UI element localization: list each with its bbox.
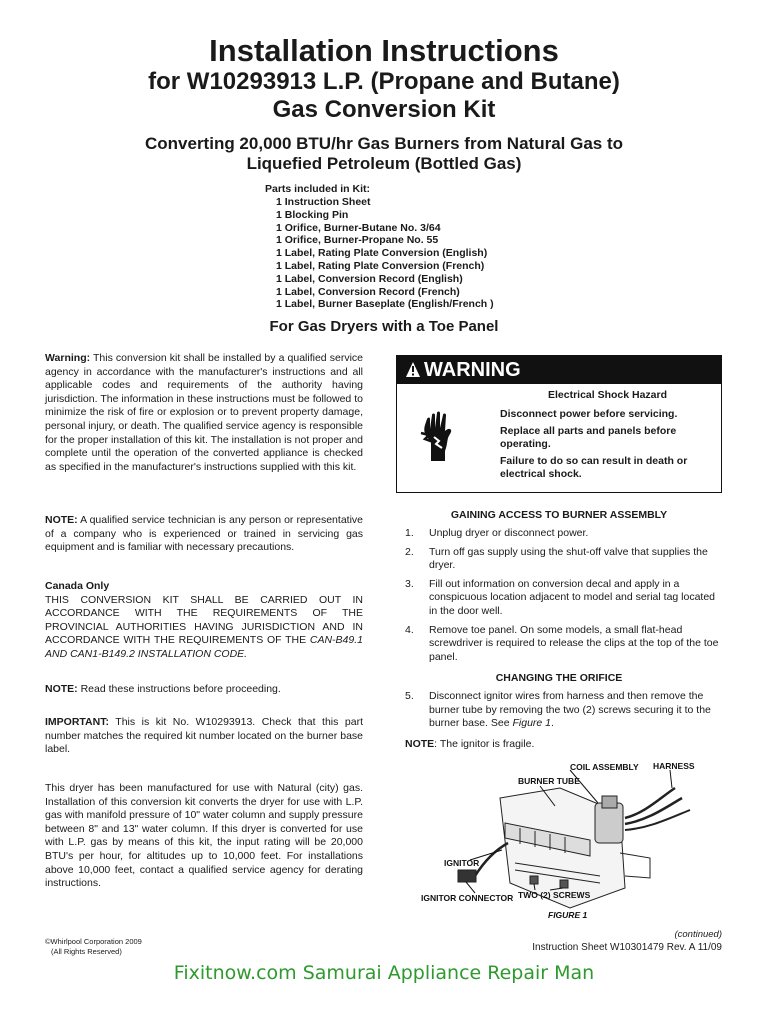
note-label: NOTE — [405, 738, 435, 750]
page-subtitle — [40, 134, 728, 174]
copyright-notice — [45, 937, 142, 957]
site-banner[interactable]: Fixitnow.com Samurai Appliance Repair Man — [173, 962, 595, 984]
step-text: Turn off gas supply using the shut-off valve that supplies the dryer. — [429, 545, 708, 572]
important-text: This is kit No. W10293913. Check that this part number matches the required kit number located on the burner base label. — [45, 716, 363, 756]
note-ignitor — [405, 738, 534, 750]
warning-line-disconnect: Disconnect power before servicing. — [500, 408, 678, 420]
warning-text-block — [500, 389, 715, 485]
step-item — [405, 624, 723, 665]
warning-title: WARNING — [424, 359, 521, 381]
parts-item: 1 Instruction Sheet — [276, 196, 371, 208]
parts-item: 1 Orifice, Burner-Butane No. 3/64 — [276, 221, 441, 234]
warning-line-failure: Failure to do so can result in death or electrical shock. — [500, 455, 688, 480]
electric-shock-icon — [417, 411, 461, 463]
step-item — [405, 690, 723, 731]
note-read — [45, 683, 363, 697]
note-technician — [45, 514, 363, 555]
copyright-text: ©Whirlpool Corporation 2009 — [45, 937, 142, 946]
label-burner-tube: BURNER TUBE — [518, 776, 580, 786]
page-title-kit: for W10293913 L.P. (Propane and Butane) — [148, 68, 620, 95]
warning-triangle-icon — [405, 361, 421, 378]
warning-label: Warning: — [45, 352, 91, 364]
note-label: NOTE: — [45, 683, 78, 695]
step-number: 2. — [405, 545, 414, 558]
step-text: Disconnect ignitor wires from harness and then remove the burner tube by removing the two (2) screws securing it to the burner base. See — [429, 690, 711, 730]
warning-box — [396, 355, 722, 493]
parts-item: 1 Orifice, Burner-Propane No. 55 — [276, 234, 439, 247]
canada-text: THIS CONVERSION KIT SHALL BE CARRIED OUT IN ACCORDANCE WITH THE REQUIREMENTS OF THE PROVINCIAL AUTHORITIES HAVING JURISDICTION AND IN ACCORDANCE WITH THE REQUIREMENTS OF THE — [45, 593, 363, 647]
warning-header — [397, 356, 721, 384]
dryer-paragraph — [45, 782, 363, 891]
continued-note: (continued) — [674, 929, 722, 940]
note-label: NOTE: — [45, 514, 78, 526]
parts-item: 1 Label, Burner Baseplate (English/French ) — [276, 298, 494, 311]
note-text: : The ignitor is fragile. — [434, 738, 535, 750]
figure-caption: FIGURE 1 — [548, 910, 588, 920]
subtitle-line-1: Converting 20,000 BTU/hr Gas Burners from Natural Gas to — [144, 134, 623, 153]
hazard-type: Electrical Shock Hazard — [547, 389, 668, 401]
parts-item: 1 Label, Conversion Record (English) — [276, 272, 463, 285]
parts-heading: Parts included in Kit: — [265, 183, 371, 195]
parts-item: 1 Blocking Pin — [276, 208, 349, 221]
canada-heading: Canada Only — [45, 580, 110, 592]
canada-code: CAN-B49.1 AND CAN1-B149.2 INSTALLATION CODE. — [45, 634, 363, 660]
warning-text: This conversion kit shall be installed by a qualified service agency in accordance with the manufacturer's instructions and all applicable codes and requirements of the authority having jurisdiction. The information in these instructions must be followed to minimize the risk of fire or explosion or to prevent property damage, personal injury, or death. The qualified service agency is responsible for the proper installation of this kit. The installation is not proper and complete until the operation of the converted appliance is checked as specified in the manufacturer's instructions supplied with this kit. — [45, 352, 363, 473]
step-text: Unplug dryer or disconnect power. — [429, 527, 589, 539]
step-number: 1. — [405, 527, 414, 539]
warning-paragraph — [45, 352, 363, 474]
note-text: A qualified service technician is any person or representative of a company who is experienced or trained in servicing gas equipment and is familiar with necessary precautions. — [45, 514, 363, 554]
dryer-text: This dryer has been manufactured for use with Natural (city) gas. Installation of this conversion kit converts the dryer for use with L.P. gas with manifold pressure of 10" water column and supply pressure between 8" and 13" water column. If this dryer is converted for use with L.P. gas by means of this kit, the input rating will be 20,000 BTU's per hour, for altitudes up to 10,000 feet. For installations above 10,000 feet, contact a qualified service agency for derating instructions. — [45, 782, 363, 890]
heading-changing-orifice: CHANGING THE ORIFICE — [495, 672, 623, 684]
steps-orifice — [405, 690, 723, 731]
burner-assembly-figure — [420, 758, 720, 923]
page-title: Installation Instructions — [209, 33, 559, 68]
step-number: 5. — [405, 690, 414, 702]
parts-item: 1 Label, Rating Plate Conversion (French) — [276, 259, 485, 272]
step-number: 3. — [405, 577, 414, 590]
parts-item: 1 Label, Rating Plate Conversion (English) — [276, 247, 488, 260]
step-item — [405, 527, 723, 541]
warning-line-replace: Replace all parts and panels before operating. — [500, 425, 677, 450]
label-two-screws: TWO (2) SCREWS — [518, 890, 591, 900]
label-harness: HARNESS — [653, 761, 695, 771]
label-ignitor: IGNITOR — [444, 858, 480, 868]
instruction-sheet-number: Instruction Sheet W10301479 Rev. A 11/09 — [532, 942, 722, 953]
step-item — [405, 578, 723, 619]
section-title-toe-panel: For Gas Dryers with a Toe Panel — [269, 318, 499, 335]
canada-section — [45, 580, 363, 662]
step-number: 4. — [405, 623, 414, 636]
step-item — [405, 546, 723, 573]
label-ignitor-connector: IGNITOR CONNECTOR — [421, 893, 514, 903]
step-text-end: . — [551, 717, 554, 730]
rights-text: (All Rights Reserved) — [51, 947, 122, 956]
important-paragraph — [45, 716, 363, 757]
page-title-kit-type: Gas Conversion Kit — [272, 96, 496, 123]
steps-gaining-access — [405, 527, 723, 664]
important-label: IMPORTANT: — [45, 716, 109, 728]
label-coil-assembly: COIL ASSEMBLY — [570, 762, 639, 772]
note-text: Read these instructions before proceeding. — [77, 683, 281, 695]
subtitle-line-2: Liquefied Petroleum (Bottled Gas) — [246, 154, 522, 173]
step-text: Remove toe panel. On some models, a small flat-head screwdriver is required to release the clips at the top of the toe panel. — [429, 623, 719, 663]
parts-list — [276, 196, 494, 311]
step-text: Fill out information on conversion decal and apply in a conspicuous location adjacent to model and serial tag located in the door well. — [429, 577, 716, 617]
figure-reference: Figure 1 — [512, 717, 552, 730]
parts-item: 1 Label, Conversion Record (French) — [276, 285, 460, 298]
heading-gaining-access: GAINING ACCESS TO BURNER ASSEMBLY — [450, 509, 668, 521]
